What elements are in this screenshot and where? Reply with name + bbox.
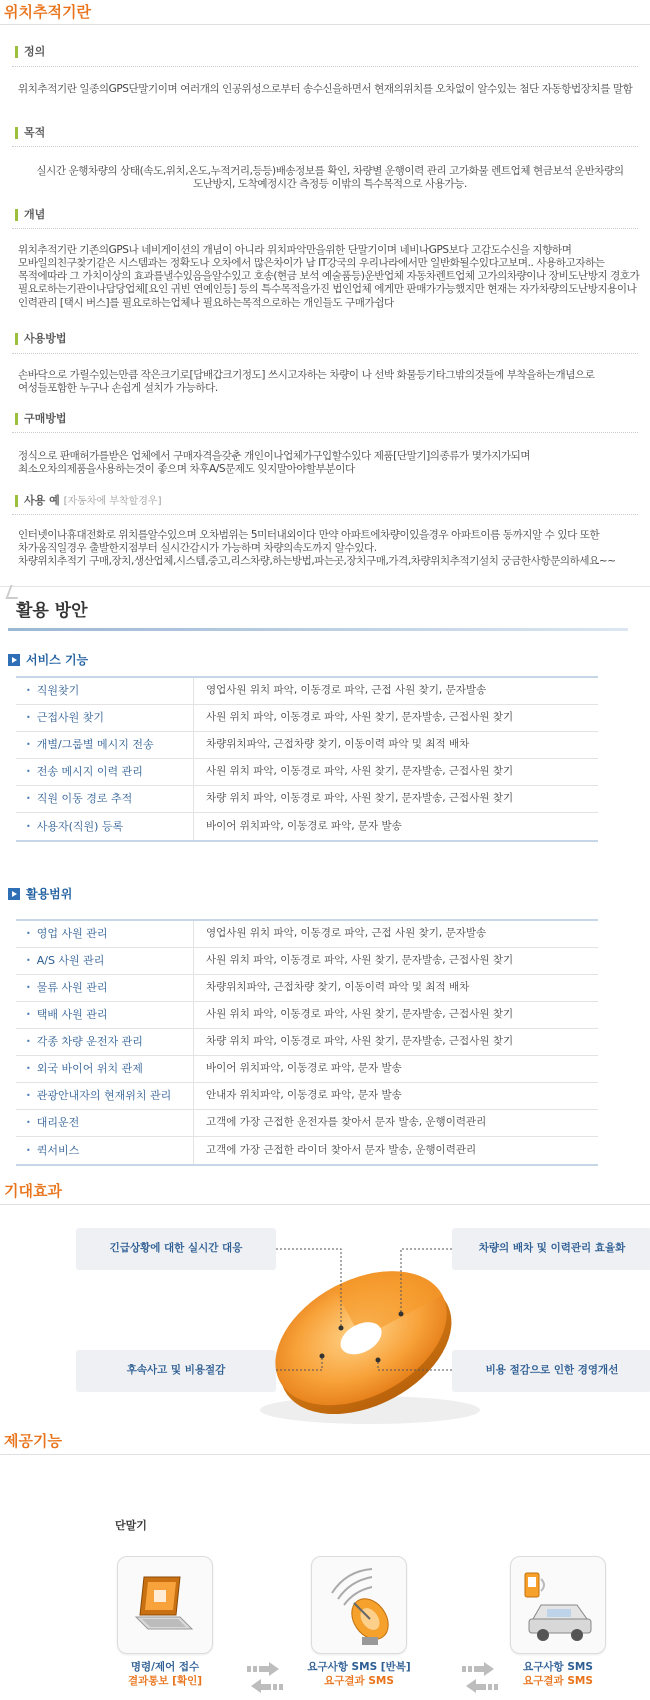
table-row <box>16 1137 598 1164</box>
table-row <box>16 678 598 705</box>
row-description: 사원 위치 파악, 이동경로 파악, 사원 찾기, 문자발송, 근접사원 찾기 <box>206 954 514 967</box>
table-row <box>16 1083 598 1110</box>
decoration <box>5 585 22 599</box>
row-feature-label: 택배 사원 관리 <box>36 1008 108 1022</box>
row-feature-label: 대리운전 <box>36 1116 80 1130</box>
row-description: 사원 위치 파악, 이동경로 파악, 사원 찾기, 문자발송, 근접사원 찾기 <box>206 765 514 778</box>
table-row <box>16 1110 598 1137</box>
table-row <box>16 705 598 732</box>
table-row <box>16 948 598 975</box>
row-feature <box>16 948 194 974</box>
row-feature-label: 전송 메시지 이력 관리 <box>36 765 143 779</box>
row-description: 차량위치파악, 근접차량 찾기, 이동이력 파악 및 최적 배차 <box>206 738 470 751</box>
row-feature <box>16 1110 194 1136</box>
row-feature <box>16 759 194 785</box>
example-text <box>18 529 642 568</box>
row-feature <box>16 705 194 731</box>
bullet-icon: • <box>26 1091 31 1100</box>
car-phone-icon <box>511 1557 607 1655</box>
scope-table <box>16 919 598 1166</box>
definition-text: 위치추적기란 일종의GPS단말기이며 여러개의 인공위성으로부터 송수신을하면서 현재의위치를 오차없이 알수있는 첨단 자동항법장치를 말함 <box>18 83 633 95</box>
scope-title <box>8 887 72 902</box>
table-row <box>16 732 598 759</box>
table-row <box>16 1029 598 1056</box>
row-description: 사원 위치 파악, 이동경로 파악, 사원 찾기, 문자발송, 근접사원 찾기 <box>206 711 514 724</box>
row-feature-label: 퀵서비스 <box>36 1143 80 1157</box>
section-title-gps: 위치추적기란 <box>4 3 91 21</box>
row-description: 고객에 가장 근접한 라이더 찾아서 문자 발송, 운행이력관리 <box>206 1143 477 1156</box>
row-feature-label: 외국 바이어 위치 관제 <box>36 1062 143 1076</box>
heading-usage: 사용방법 <box>15 332 67 346</box>
laptop-box <box>117 1556 213 1654</box>
row-feature <box>16 786 194 812</box>
row-feature <box>16 921 194 947</box>
row-feature-label: 직원찾기 <box>36 684 80 698</box>
example-heading-label: 사용 예 <box>24 494 60 507</box>
bullet-icon: • <box>26 1010 31 1019</box>
row-feature-label: 각종 차량 운전자 관리 <box>36 1035 143 1049</box>
caption-laptop-line2: 결과통보 [확인] <box>127 1675 203 1688</box>
row-feature <box>16 975 194 1001</box>
example-text-2: 차량위치추적기 구매,장치,생산업체,시스템,중고,리스차량,하는방법,파는곳,장치구매,가격,차량위치추적기설치 궁금한사항문의하세요~~ <box>18 555 616 568</box>
row-feature <box>16 1029 194 1055</box>
title-underline <box>8 628 628 631</box>
row-feature-label: 직원 이동 경로 추적 <box>36 792 133 806</box>
caption-satellite <box>296 1660 422 1688</box>
purpose-text: 실시간 운행차량의 상태(속도,위치,온도,누적거리,등등)배송정보를 확인, 차량별 운행이력 관리 고가화물 렌트업체 현금보석 운반차량의 도난방지, 도착예정시간 측정등 이밖의 특수목적으로 사용가능. <box>36 165 624 191</box>
row-description: 고객에 가장 근접한 운전자를 찾아서 문자 발송, 운행이력관리 <box>206 1116 487 1129</box>
bullet-icon: • <box>26 1064 31 1073</box>
bullet-icon: • <box>26 1145 31 1155</box>
service-table <box>16 676 598 842</box>
row-description: 안내자 위치파악, 이동경로 파악, 문자 발송 <box>206 1089 402 1102</box>
row-description: 차량 위치 파악, 이동경로 파악, 사원 찾기, 문자발송, 근접사원 찾기 <box>206 792 514 805</box>
divider <box>12 353 638 354</box>
row-feature-label: A/S 사원 관리 <box>36 954 105 968</box>
row-feature-label: 물류 사원 관리 <box>36 981 108 995</box>
bullet-icon: • <box>26 794 31 803</box>
concept-text: 위치추적기란 기존의GPS나 네비게이션의 개념이 아니라 위치파악만을위한 단말기이며 네비나GPS보다 고감도수신을 지향하며 모바일의친구찾기같은 시스템과는 정확도나 오차에서 많은차이가 남 IT강국의 우리나라에서만 일반화될수있다고보며.. 사용하고자하는 목적에따라 그 가치이상의 효과를낼수있음을알수있고 호송(현금 보석 예술품등)운반업체 자동차렌트업체 고가의차량이나 장비도난방지 경호가 필요로하는기관이나담당업체[요인 귀빈 연예인등] 등의 특수목적을가진 법인업체 에게만 판매가가능했지만 현재는 자가차량의도난방지용이나 인력관리 [택시 버스]를 필요로하는업체나 필요하는목적으로하는 개인들도 구매가쉽다 <box>18 244 640 309</box>
row-feature <box>16 1056 194 1082</box>
section-title-effects: 기대효과 <box>4 1182 62 1200</box>
row-description: 바이어 위치파악, 이동경로 파악, 문자 발송 <box>206 819 402 832</box>
row-feature-label: 근접사원 찾기 <box>36 711 104 725</box>
bullet-icon: • <box>26 1118 31 1127</box>
service-title-label: 서비스 기능 <box>26 653 89 667</box>
device-label: 단말기 <box>115 1519 147 1532</box>
usage-text: 손바닥으로 가릴수있는만큼 작은크기로[담배갑크기정도] 쓰시고자하는 차량이 나 선박 화물등기타그밖의것들에 부착을하는개념으로 여성들포함한 누구나 손쉽게 설치가 가능하다. <box>18 369 595 395</box>
purchase-text: 정식으로 판매허가를받은 업체에서 구매자격을갖춘 개인이나업체가구입할수있다 제품[단말기]의종류가 몇가지가되며 최소오차의제품을사용하는것이 좋으며 차후A/S문제도 잊지말아야할부분이다 <box>18 450 531 476</box>
divider <box>0 1204 650 1205</box>
table-row <box>16 975 598 1002</box>
divider <box>12 66 638 67</box>
example-text-1: 인터넷이나휴대전화로 위치를알수있으며 오차범위는 5미터내외이다 만약 아파트에차량이있을경우 아파트이름 동까지알 수 있다 또한 차가움직일경우 출발한지점부터 실시간감시가 가능하며 차량의속도까지 알수있다. <box>18 529 600 555</box>
table-row <box>16 759 598 786</box>
heading-purpose: 목적 <box>15 126 45 140</box>
bullet-icon: • <box>26 740 31 749</box>
row-description: 영업사원 위치 파악, 이동경로 파악, 근접 사원 찾기, 문자발송 <box>206 927 487 940</box>
caption-car <box>500 1660 616 1688</box>
heading-definition: 정의 <box>15 45 45 59</box>
divider <box>12 146 638 147</box>
table-row <box>16 813 598 840</box>
section-title-features: 제공기능 <box>4 1432 62 1450</box>
disc-diagram <box>0 1210 650 1430</box>
row-feature <box>16 678 194 704</box>
row-feature-label: 관광안내자의 현재위치 관리 <box>36 1089 172 1103</box>
divider <box>12 228 638 229</box>
row-description: 사원 위치 파악, 이동경로 파악, 사원 찾기, 문자발송, 근접사원 찾기 <box>206 1008 514 1021</box>
divider <box>12 432 638 433</box>
laptop-icon <box>118 1557 214 1655</box>
scope-title-label: 활용범위 <box>26 887 73 901</box>
effect-label-2: 차량의 배차 및 이력관리 효율화 <box>452 1228 650 1270</box>
row-feature-label: 개별/그룹별 메시지 전송 <box>36 738 154 752</box>
row-description: 영업사원 위치 파악, 이동경로 파악, 근접 사원 찾기, 문자발송 <box>206 684 487 697</box>
divider <box>0 24 650 25</box>
bullet-icon: • <box>26 929 31 938</box>
table-row <box>16 1002 598 1029</box>
satellite-dish-icon <box>312 1557 408 1655</box>
service-title <box>8 653 88 668</box>
table-row <box>16 921 598 948</box>
table-row <box>16 1056 598 1083</box>
caption-laptop-line1: 명령/제어 접수 <box>130 1661 200 1673</box>
caption-satellite-line1: 요구사항 SMS [반복] <box>307 1661 411 1673</box>
satellite-box <box>311 1556 407 1654</box>
heading-concept: 개념 <box>15 208 45 222</box>
row-feature-label: 사용자(직원) 등록 <box>36 819 124 833</box>
example-note: [자동차에 부착할경우] <box>63 496 162 507</box>
heading-example <box>15 494 161 509</box>
divider <box>12 514 638 515</box>
row-feature <box>16 813 194 840</box>
bullet-icon: • <box>26 821 31 831</box>
car-box <box>510 1556 606 1654</box>
row-feature <box>16 1137 194 1164</box>
bidirectional-arrow-icon <box>245 1660 285 1694</box>
section-title-usage: 활용 방안 <box>16 601 88 621</box>
divider <box>0 586 650 587</box>
bullet-icon: • <box>26 686 31 695</box>
row-feature <box>16 1002 194 1028</box>
bullet-icon: • <box>26 983 31 992</box>
bidirectional-arrow-icon <box>460 1660 500 1694</box>
row-feature-label: 영업 사원 관리 <box>36 927 108 941</box>
bullet-icon: • <box>26 713 31 722</box>
caption-car-line2: 요구결과 SMS <box>523 1675 593 1688</box>
effect-label-3: 후속사고 및 비용절감 <box>76 1350 276 1392</box>
effect-label-1: 긴급상황에 대한 실시간 대응 <box>76 1228 276 1270</box>
row-feature <box>16 732 194 758</box>
row-description: 차량 위치 파악, 이동경로 파악, 사원 찾기, 문자발송, 근접사원 찾기 <box>206 1035 514 1048</box>
row-description: 차량위치파악, 근접차량 찾기, 이동이력 파악 및 최적 배차 <box>206 981 470 994</box>
divider <box>0 1454 650 1455</box>
effect-label-4: 비용 절감으로 인한 경영개선 <box>452 1350 650 1392</box>
bullet-icon: • <box>26 956 31 965</box>
bullet-icon: • <box>26 1037 31 1046</box>
row-feature <box>16 1083 194 1109</box>
caption-car-line1: 요구사항 SMS <box>523 1661 593 1673</box>
caption-laptop <box>117 1660 213 1688</box>
heading-purchase: 구매방법 <box>15 412 67 426</box>
arrow-square-icon <box>8 888 20 900</box>
bullet-icon: • <box>26 767 31 776</box>
table-row <box>16 786 598 813</box>
row-description: 바이어 위치파악, 이동경로 파악, 문자 발송 <box>206 1062 402 1075</box>
caption-satellite-line2: 요구결과 SMS <box>324 1675 394 1688</box>
arrow-square-icon <box>8 654 20 666</box>
